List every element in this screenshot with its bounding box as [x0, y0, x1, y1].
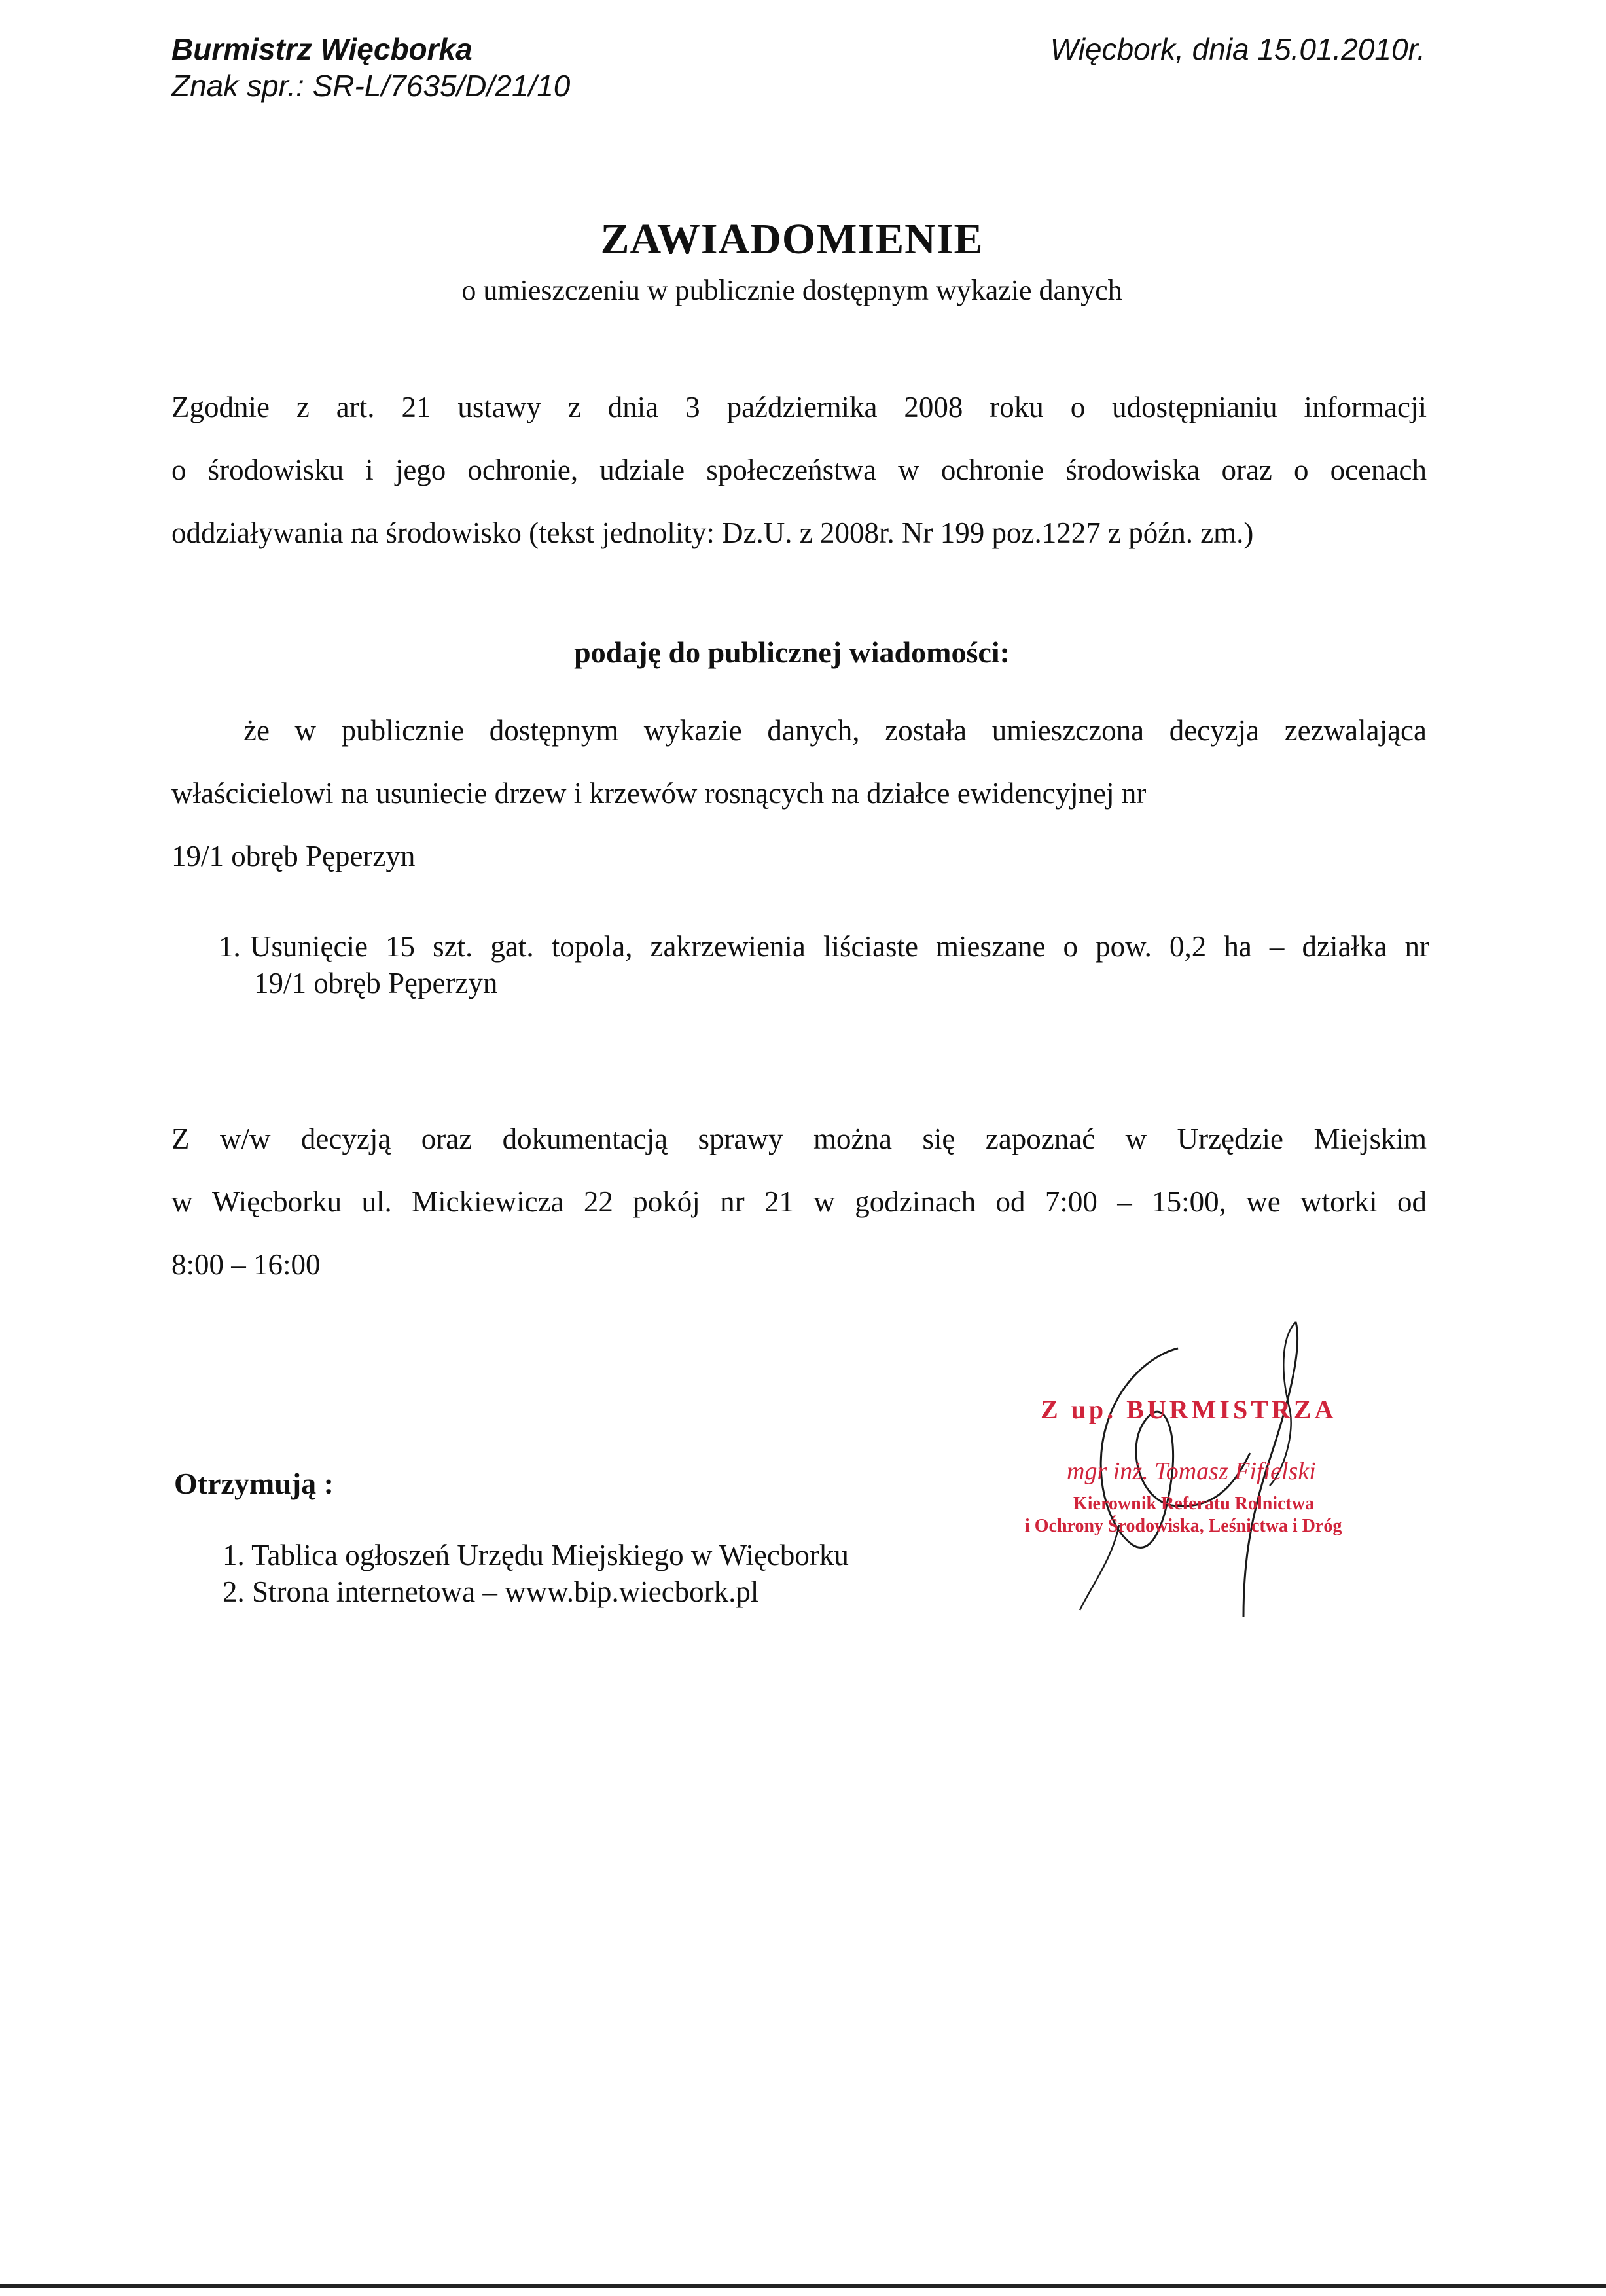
document-title: ZAWIADOMIENIE: [600, 215, 984, 263]
stamp-title: Z up. BURMISTRZA: [1041, 1395, 1337, 1424]
legal-basis-line: o środowisku i jego ochronie, udziale społeczeństwa w ochronie środowiska oraz o ocenach: [171, 454, 1427, 486]
issuer-name: Burmistrz Więcborka: [171, 32, 473, 66]
decision-item-text: Usunięcie 15 szt. gat. topola, zakrzewienia liściaste mieszane o pow. 0,2 ha – działka nr: [250, 930, 1429, 963]
stamp-signatory-name: mgr inż. Tomasz Fifielski: [1067, 1458, 1316, 1485]
legal-basis-paragraph: [171, 376, 1427, 564]
decision-item-number: 1.: [219, 930, 241, 963]
decision-item: [219, 929, 1429, 1000]
scan-edge-line: [0, 2284, 1606, 2288]
stamp-position-line: Kierownik Referatu Rolnictwa: [1073, 1494, 1315, 1514]
office-info-line: 8:00 – 16:00: [171, 1248, 321, 1281]
stamp-position-line: i Ochrony Środowiska, Leśnictwa i Dróg: [1025, 1516, 1342, 1536]
announcement-heading: podaję do publicznej wiadomości:: [574, 636, 1010, 669]
office-info-paragraph: [171, 1107, 1427, 1296]
case-reference: Znak spr.: SR-L/7635/D/21/10: [171, 69, 571, 103]
notice-paragraph: [171, 699, 1427, 888]
office-info-line: w Więcborku ul. Mickiewicza 22 pokój nr 21 w godzinach od 7:00 – 15:00, we wtorki od: [171, 1185, 1427, 1218]
notice-line: właścicielowi na usuniecie drzew i krzewów rosnących na działce ewidencyjnej nr: [171, 777, 1147, 810]
notice-line: że w publicznie dostępnym wykazie danych, została umieszczona decyzja zezwalająca: [243, 714, 1427, 747]
legal-basis-line: Zgodnie z art. 21 ustawy z dnia 3 października 2008 roku o udostępnianiu informacji: [171, 391, 1427, 423]
decision-item-continuation: 19/1 obręb Pęperzyn: [254, 967, 498, 999]
recipient-item: 1. Tablica ogłoszeń Urzędu Miejskiego w Więcborku: [223, 1539, 849, 1571]
notice-line: 19/1 obręb Pęperzyn: [171, 840, 416, 872]
office-info-line: Z w/w decyzją oraz dokumentacją sprawy można się zapoznać w Urzędzie Miejskim: [171, 1122, 1427, 1155]
place-date: Więcbork, dnia 15.01.2010r.: [1050, 32, 1425, 66]
legal-basis-line: oddziaływania na środowisko (tekst jednolity: Dz.U. z 2008r. Nr 199 poz.1227 z późn. zm.): [171, 516, 1254, 549]
decision-item-row: [219, 929, 1429, 963]
signature-stroke: [1080, 1525, 1119, 1610]
document-subtitle: o umieszczeniu w publicznie dostępnym wykazie danych: [461, 274, 1122, 306]
recipients-heading: Otrzymują :: [174, 1467, 334, 1500]
recipient-item: 2. Strona internetowa – www.bip.wiecbork.pl: [223, 1575, 759, 1608]
